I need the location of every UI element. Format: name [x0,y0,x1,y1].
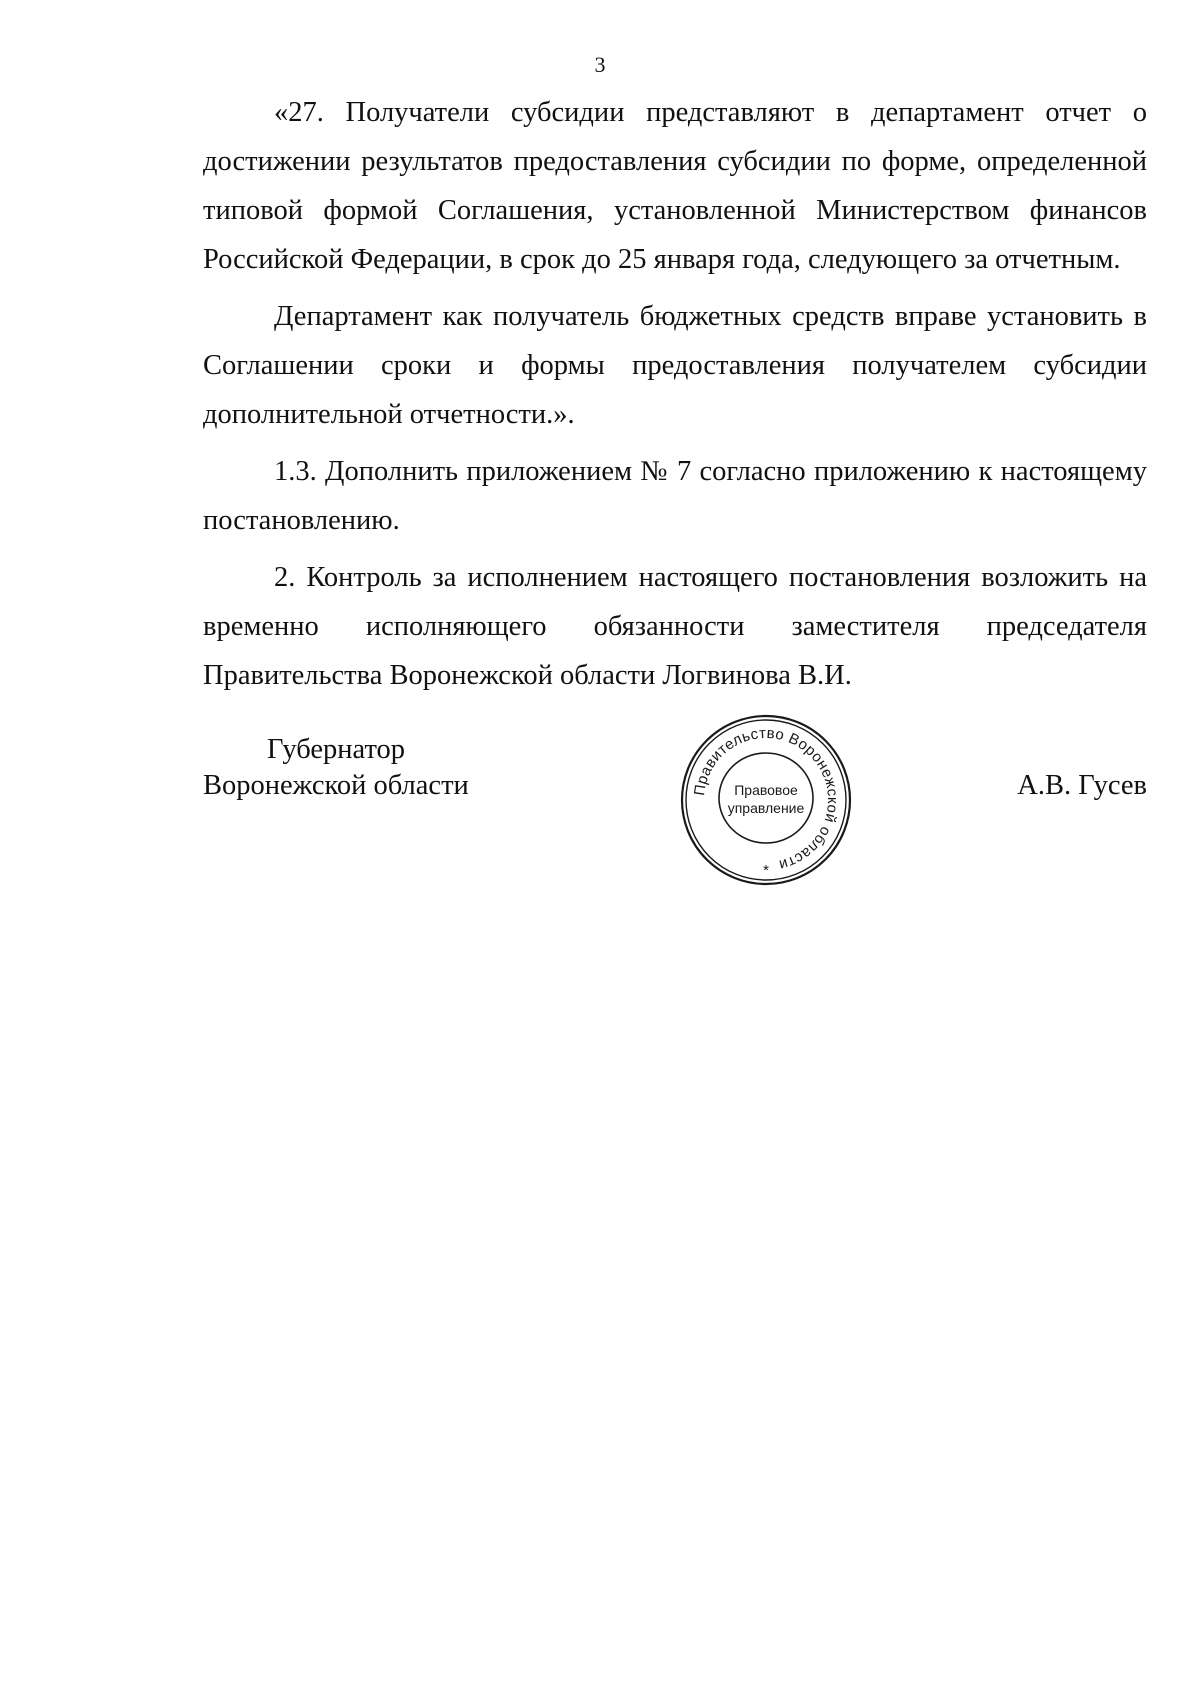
signatory-title-line2: Воронежской области [203,770,469,801]
seal-center-line2: управление [727,800,805,816]
seal-center-line1: Правовое [734,782,798,798]
signature-block [203,712,1147,882]
signatory-title-line1: Губернатор [267,734,406,765]
paragraph-2-control: 2. Контроль за исполнением настоящего постановления возложить на временно исполняющего обязанности заместителя председателя Правительства Воронежской области Логвинова В.И. [203,562,1147,691]
page-number: 3 [594,52,606,77]
official-seal-stamp [678,712,854,888]
seal-ring-text: Правительство Воронежской области [691,724,842,874]
document-body [203,88,1147,708]
paragraph-department-reporting: Департамент как получатель бюджетных средств вправе установить в Соглашении сроки и формы предоставления получателем субсидии дополнительной отчетности.». [203,301,1147,430]
seal-star: * [763,862,769,879]
seal-inner-ring [719,753,813,843]
paragraph-1-3: 1.3. Дополнить приложением № 7 согласно приложению к настоящему постановлению. [203,456,1147,536]
signatory-title [203,732,469,804]
paragraph-27: «27. Получатели субсидии представляют в департамент отчет о достижении результатов предоставления субсидии по форме, определенной типовой формой Соглашения, установленной Министерством финансов Российской Федерации, в срок до 25 января года, следующего за отчетным. [203,97,1147,275]
signatory-name: А.В. Гусев [1017,770,1147,801]
